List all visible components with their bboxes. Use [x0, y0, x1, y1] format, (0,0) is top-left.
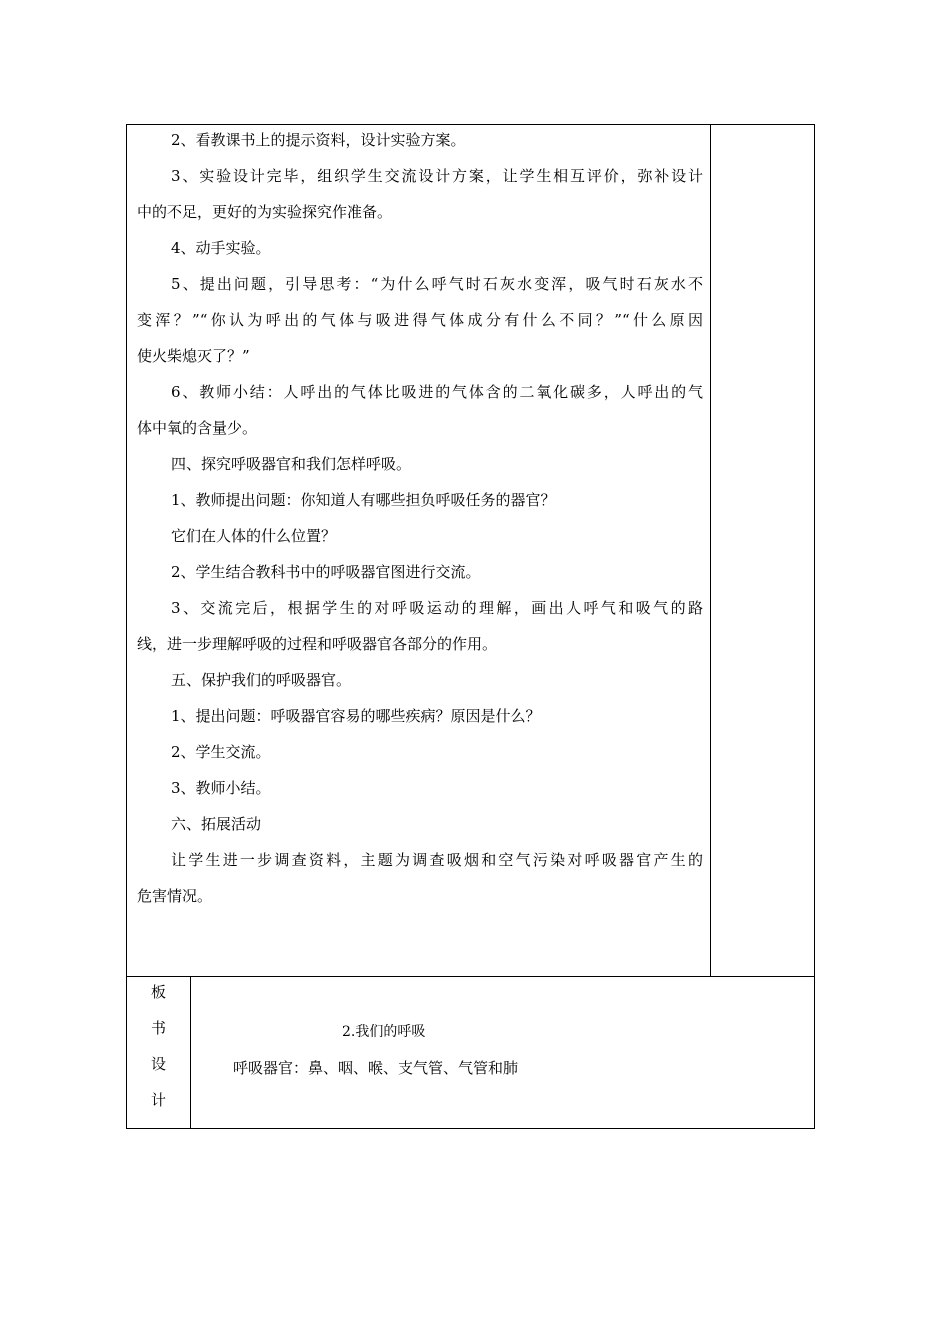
notes-cell: [711, 125, 814, 976]
paragraph-line: 5、提出问题，引导思考：“为什么呼气时石灰水变浑，吸气时石灰水不: [171, 275, 703, 293]
paragraph-line: 危害情况。: [137, 887, 213, 905]
label-char: 计: [150, 1091, 166, 1109]
paragraph-line: 2、学生交流。: [171, 743, 271, 761]
label-char: 设: [150, 1055, 166, 1073]
board-design-content: [191, 977, 814, 1128]
paragraph-line: 使火柴熄灭了？”: [137, 347, 250, 365]
section-heading: 四、探究呼吸器官和我们怎样呼吸。: [171, 455, 412, 473]
label-char: 板: [150, 983, 166, 1001]
procedure-cell: [127, 125, 711, 976]
section-heading: 五、保护我们的呼吸器官。: [171, 671, 352, 689]
paragraph-line: 中的不足，更好的为实验探究作准备。: [137, 203, 393, 221]
paragraph-line: 1、教师提出问题：你知道人有哪些担负呼吸任务的器官？: [171, 491, 556, 509]
paragraph-line: 6、教师小结：人呼出的气体比吸进的气体含的二氧化碳多，人呼出的气: [171, 383, 703, 401]
paragraph-line: 线，进一步理解呼吸的过程和呼吸器官各部分的作用。: [137, 635, 498, 653]
label-char: 书: [150, 1019, 166, 1037]
paragraph-line: 体中氧的含量少。: [137, 419, 258, 437]
paragraph-line: 让学生进一步调查资料，主题为调查吸烟和空气污染对呼吸器官产生的: [171, 851, 703, 869]
paragraph-line: 3、教师小结。: [171, 779, 271, 797]
paragraph-line: 2、看教课书上的提示资料，设计实验方案。: [171, 131, 466, 149]
paragraph-line: 2、学生结合教科书中的呼吸器官图进行交流。: [171, 563, 481, 581]
paragraph-line: 它们在人体的什么位置？: [171, 527, 337, 545]
paragraph-line: 3、交流完后，根据学生的对呼吸运动的理解，画出人呼气和吸气的路: [171, 599, 703, 617]
paragraph-line: 1、提出问题：呼吸器官容易的哪些疾病？原因是什么？: [171, 707, 541, 725]
board-title: 2.我们的呼吸: [342, 1024, 426, 1040]
procedure-row: [127, 125, 814, 977]
lesson-table: [126, 124, 815, 1129]
paragraph-line: 变浑？”“你认为呼出的气体与吸进得气体成分有什么不同？”“什么原因: [137, 311, 703, 329]
paragraph-line: 4、动手实验。: [171, 239, 271, 257]
section-heading: 六、拓展活动: [171, 815, 262, 833]
paragraph-line: 3、实验设计完毕，组织学生交流设计方案，让学生相互评价，弥补设计: [171, 167, 703, 185]
board-design-row: [127, 977, 814, 1128]
board-design-label: [127, 977, 191, 1128]
board-organs-line: 呼吸器官：鼻、咽、喉、支气管、气管和肺: [233, 1059, 519, 1077]
